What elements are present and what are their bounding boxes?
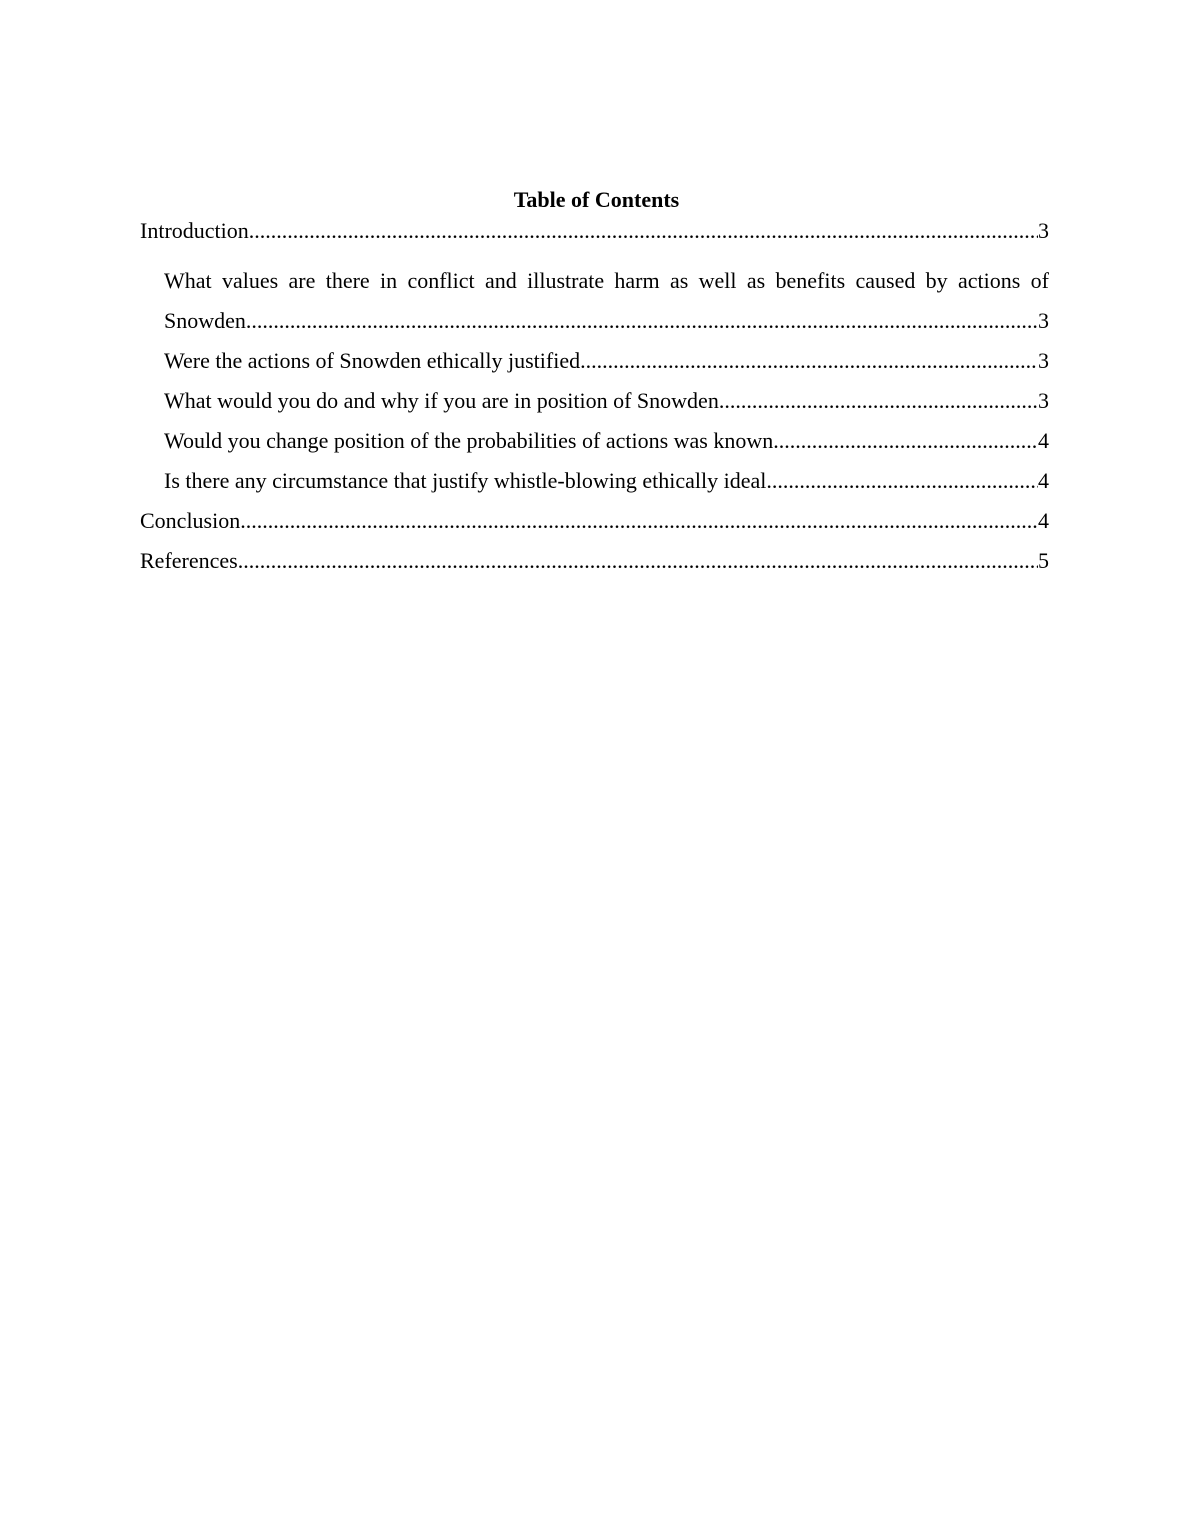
toc-page-number: 4 xyxy=(1038,508,1049,533)
toc-entry-change-position[interactable] xyxy=(164,426,1049,456)
toc-entry-label: References xyxy=(140,548,238,573)
toc-leader-dots xyxy=(240,506,1038,536)
toc-entry-whistle-blowing[interactable] xyxy=(164,466,1049,496)
toc-leader-dots xyxy=(580,346,1038,376)
toc-leader-dots xyxy=(238,546,1038,576)
toc-leader-dots xyxy=(773,426,1038,456)
toc-entry-conclusion[interactable] xyxy=(140,506,1049,536)
toc-page-number: 3 xyxy=(1038,218,1049,243)
toc-entry-label: Is there any circumstance that justify whistle-blowing ethically ideal xyxy=(164,468,767,493)
toc-entry-what-would-you-do[interactable] xyxy=(164,386,1049,416)
toc-entry-label: Were the actions of Snowden ethically justified xyxy=(164,348,581,373)
toc-list xyxy=(140,216,1049,576)
table-of-contents xyxy=(140,186,1049,576)
toc-entry-label: Would you change position of the probabilities of actions was known xyxy=(164,428,774,453)
toc-page-number: 5 xyxy=(1038,548,1049,573)
toc-page-number: 3 xyxy=(1038,348,1049,373)
toc-entry-references[interactable] xyxy=(140,546,1049,576)
toc-title: Table of Contents xyxy=(513,187,680,212)
toc-page-number: 4 xyxy=(1038,428,1049,453)
toc-page-number: 4 xyxy=(1038,468,1049,493)
toc-entry-label: Conclusion xyxy=(140,508,241,533)
toc-entry-label: Introduction xyxy=(140,218,249,243)
toc-leader-dots xyxy=(719,386,1038,416)
toc-entry-ethically-justified[interactable] xyxy=(164,346,1049,376)
toc-entry-label-line-1: What values are there in conflict and illustrate harm as well as benefits caused by actions of xyxy=(164,268,1049,293)
toc-leader-dots xyxy=(246,306,1038,336)
toc-entry-label: Snowden xyxy=(164,308,246,333)
toc-page-number: 3 xyxy=(1038,308,1049,333)
toc-page-number: 3 xyxy=(1038,388,1049,413)
toc-entry-introduction[interactable] xyxy=(140,216,1049,246)
toc-leader-dots xyxy=(249,216,1038,246)
toc-entry-label: What would you do and why if you are in position of Snowden xyxy=(164,388,719,413)
toc-entry-values-in-conflict[interactable] xyxy=(164,266,1049,336)
toc-leader-dots xyxy=(766,466,1038,496)
